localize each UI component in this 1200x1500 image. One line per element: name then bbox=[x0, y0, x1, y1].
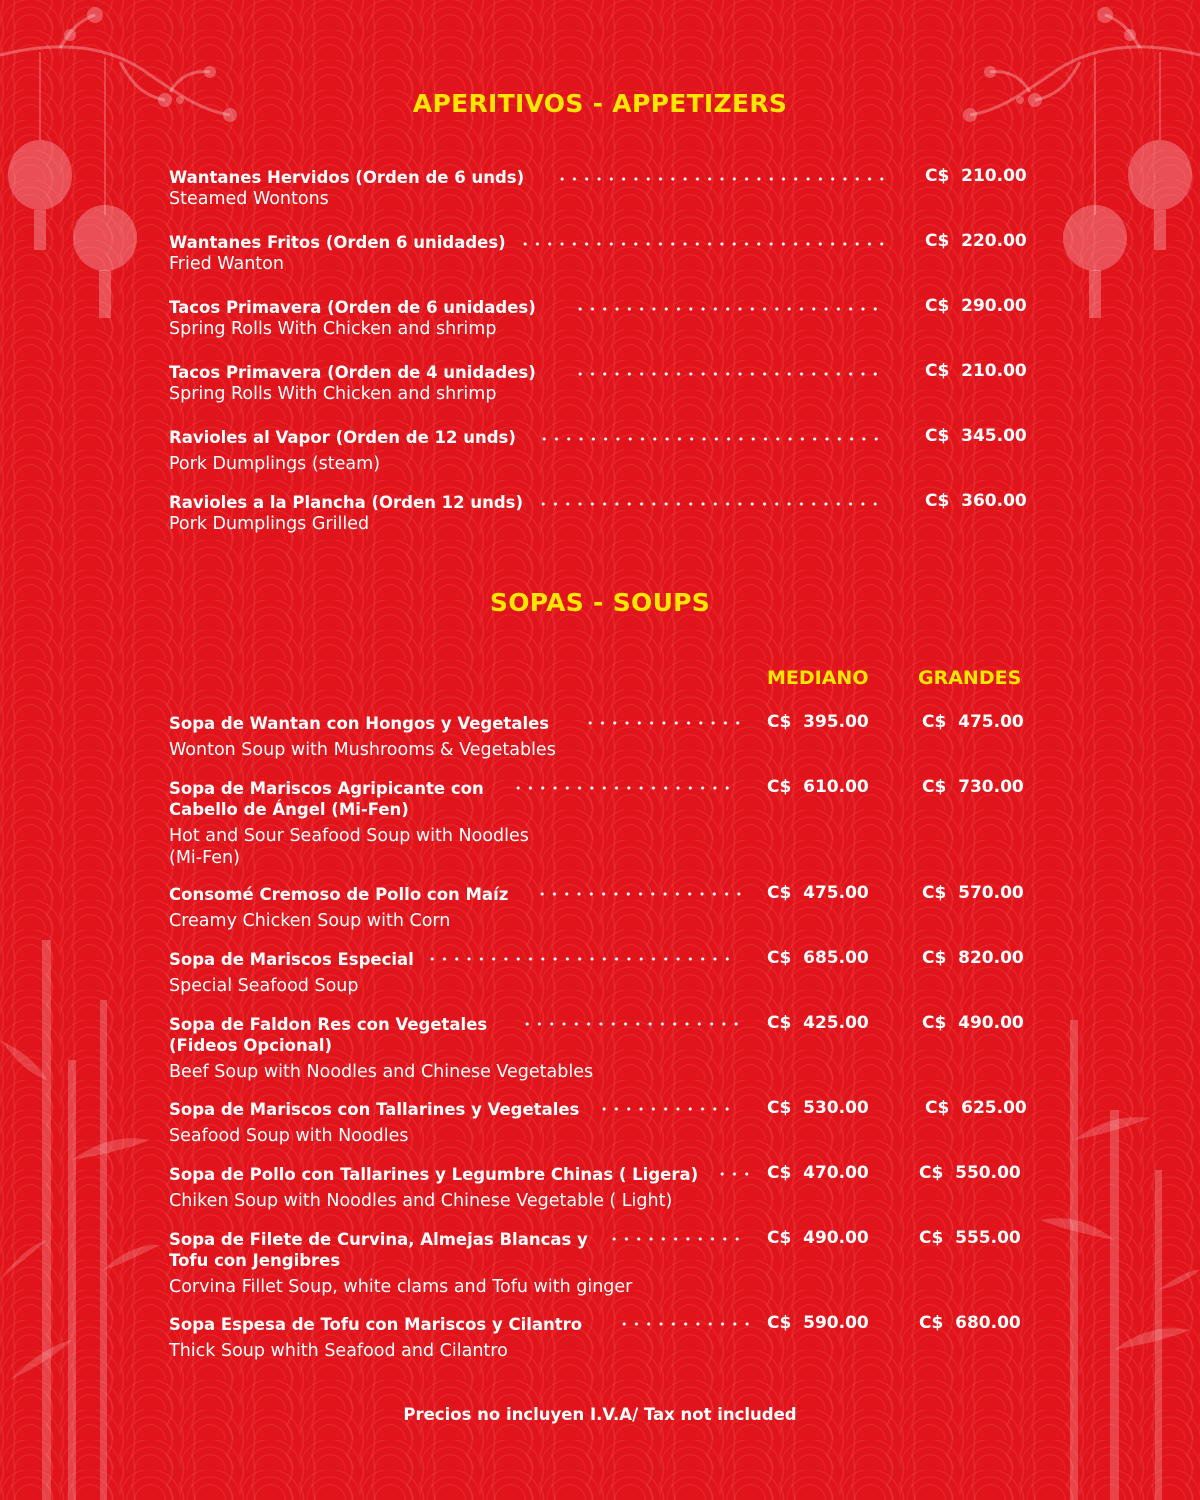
item-name-es: Ravioles a la Plancha (Orden 12 unds) bbox=[169, 493, 524, 512]
leader-dots bbox=[426, 957, 736, 961]
item-name-en: Wonton Soup with Mushrooms & Vegetables bbox=[169, 740, 556, 760]
item-name-en: Spring Rolls With Chicken and shrimp bbox=[169, 319, 497, 339]
item-price: C$ 220.00 bbox=[925, 231, 1027, 251]
price-medium: C$ 470.00 bbox=[767, 1163, 869, 1183]
item-name-en: Pork Dumplings Grilled bbox=[169, 514, 370, 534]
price-medium: C$ 490.00 bbox=[767, 1228, 869, 1248]
item-name-es: Ravioles al Vapor (Orden de 12 unds) bbox=[169, 428, 516, 447]
item-name-en: Beef Soup with Noodles and Chinese Vegetables bbox=[169, 1062, 594, 1082]
price-large: C$ 625.00 bbox=[925, 1098, 1027, 1118]
cherry-blossom-branch-icon bbox=[0, 0, 260, 330]
price-large: C$ 475.00 bbox=[922, 712, 1024, 732]
price-medium: C$ 425.00 bbox=[767, 1013, 869, 1033]
leader-dots bbox=[537, 502, 885, 506]
item-name-en: Spring Rolls With Chicken and shrimp bbox=[169, 384, 497, 404]
tax-note: Precios no incluyen I.V.A/ Tax not included bbox=[403, 1405, 797, 1424]
leader-dots bbox=[618, 1322, 754, 1326]
leader-dots bbox=[521, 1022, 743, 1026]
leader-dots bbox=[536, 892, 744, 896]
item-price: C$ 210.00 bbox=[925, 361, 1027, 381]
item-price: C$ 345.00 bbox=[925, 426, 1027, 446]
item-name-es: Wantanes Fritos (Orden 6 unidades) bbox=[169, 233, 506, 252]
menu-item bbox=[169, 297, 536, 340]
soups-title: SOPAS - SOUPS bbox=[489, 588, 711, 617]
item-name-en: Seafood Soup with Noodles bbox=[169, 1126, 409, 1146]
menu-item bbox=[169, 884, 508, 932]
item-name-es: Sopa de Mariscos con Tallarines y Vegetales bbox=[169, 1100, 580, 1119]
item-price: C$ 360.00 bbox=[925, 491, 1027, 511]
menu-item bbox=[169, 1314, 582, 1362]
menu-item bbox=[169, 362, 536, 405]
leader-dots bbox=[574, 372, 884, 376]
leader-dots bbox=[598, 1107, 734, 1111]
item-name-es: Sopa de Pollo con Tallarines y Legumbre Chinas ( Ligera) bbox=[169, 1165, 699, 1184]
menu-item bbox=[169, 949, 414, 997]
bamboo-icon bbox=[1030, 1020, 1200, 1500]
item-name-en: Hot and Sour Seafood Soup with Noodles (Mi-Fen) bbox=[169, 826, 529, 868]
item-name-es: Tacos Primavera (Orden de 4 unidades) bbox=[169, 363, 536, 382]
item-name-es: Consomé Cremoso de Pollo con Maíz bbox=[169, 885, 509, 904]
leader-dots bbox=[608, 1237, 744, 1241]
price-large: C$ 550.00 bbox=[919, 1163, 1021, 1183]
price-medium: C$ 395.00 bbox=[767, 712, 869, 732]
price-medium: C$ 610.00 bbox=[767, 777, 869, 797]
item-name-en: Special Seafood Soup bbox=[169, 976, 359, 996]
leader-dots bbox=[584, 721, 742, 725]
price-large: C$ 820.00 bbox=[922, 948, 1024, 968]
item-name-es: Tacos Primavera (Orden de 6 unidades) bbox=[169, 298, 536, 317]
price-large: C$ 555.00 bbox=[919, 1228, 1021, 1248]
menu-item bbox=[169, 492, 523, 535]
price-medium: C$ 530.00 bbox=[767, 1098, 869, 1118]
leader-dots bbox=[556, 177, 892, 181]
price-large: C$ 730.00 bbox=[922, 777, 1024, 797]
column-header-large: GRANDES bbox=[918, 667, 1022, 689]
item-name-en: Steamed Wontons bbox=[169, 189, 329, 209]
price-medium: C$ 590.00 bbox=[767, 1313, 869, 1333]
item-name-es: Sopa de Mariscos Agripicante con Cabello de Ángel (Mi-Fen) bbox=[169, 779, 484, 819]
menu-item bbox=[169, 167, 524, 210]
leader-dots bbox=[512, 786, 734, 790]
price-large: C$ 490.00 bbox=[922, 1013, 1024, 1033]
price-medium: C$ 475.00 bbox=[767, 883, 869, 903]
item-price: C$ 290.00 bbox=[925, 296, 1027, 316]
item-name-en: Corvina Fillet Soup, white clams and Tofu with ginger bbox=[169, 1277, 633, 1297]
item-price: C$ 210.00 bbox=[925, 166, 1027, 186]
menu-item bbox=[169, 427, 516, 475]
item-name-es: Sopa de Faldon Res con Vegetales (Fideos Opcional) bbox=[169, 1015, 488, 1055]
menu-item bbox=[169, 713, 556, 761]
item-name-es: Sopa de Wantan con Hongos y Vegetales bbox=[169, 714, 550, 733]
menu-item bbox=[169, 1229, 632, 1298]
leader-dots bbox=[716, 1172, 754, 1176]
leader-dots bbox=[538, 437, 886, 441]
item-name-en: Pork Dumplings (steam) bbox=[169, 454, 381, 474]
leader-dots bbox=[574, 307, 884, 311]
price-medium: C$ 685.00 bbox=[767, 948, 869, 968]
item-name-en: Fried Wanton bbox=[169, 254, 284, 274]
item-name-es: Sopa Espesa de Tofu con Mariscos y Cilantro bbox=[169, 1315, 583, 1334]
appetizers-title: APERITIVOS - APPETIZERS bbox=[412, 89, 788, 118]
menu-item bbox=[169, 1099, 579, 1147]
menu-item bbox=[169, 232, 506, 275]
menu-item bbox=[169, 1164, 698, 1212]
leader-dots bbox=[519, 242, 892, 246]
item-name-es: Sopa de Mariscos Especial bbox=[169, 950, 414, 969]
cherry-blossom-branch-icon bbox=[940, 0, 1200, 330]
column-header-medium: MEDIANO bbox=[767, 667, 869, 689]
item-name-es: Wantanes Hervidos (Orden de 6 unds) bbox=[169, 168, 525, 187]
item-name-en: Creamy Chicken Soup with Corn bbox=[169, 911, 451, 931]
price-large: C$ 570.00 bbox=[922, 883, 1024, 903]
item-name-en: Chiken Soup with Noodles and Chinese Vegetable ( Light) bbox=[169, 1191, 673, 1211]
menu-item bbox=[169, 778, 529, 869]
item-name-es: Sopa de Filete de Curvina, Almejas Blancas y Tofu con Jengibres bbox=[169, 1230, 588, 1270]
item-name-en: Thick Soup whith Seafood and Cilantro bbox=[169, 1341, 508, 1361]
price-large: C$ 680.00 bbox=[919, 1313, 1021, 1333]
